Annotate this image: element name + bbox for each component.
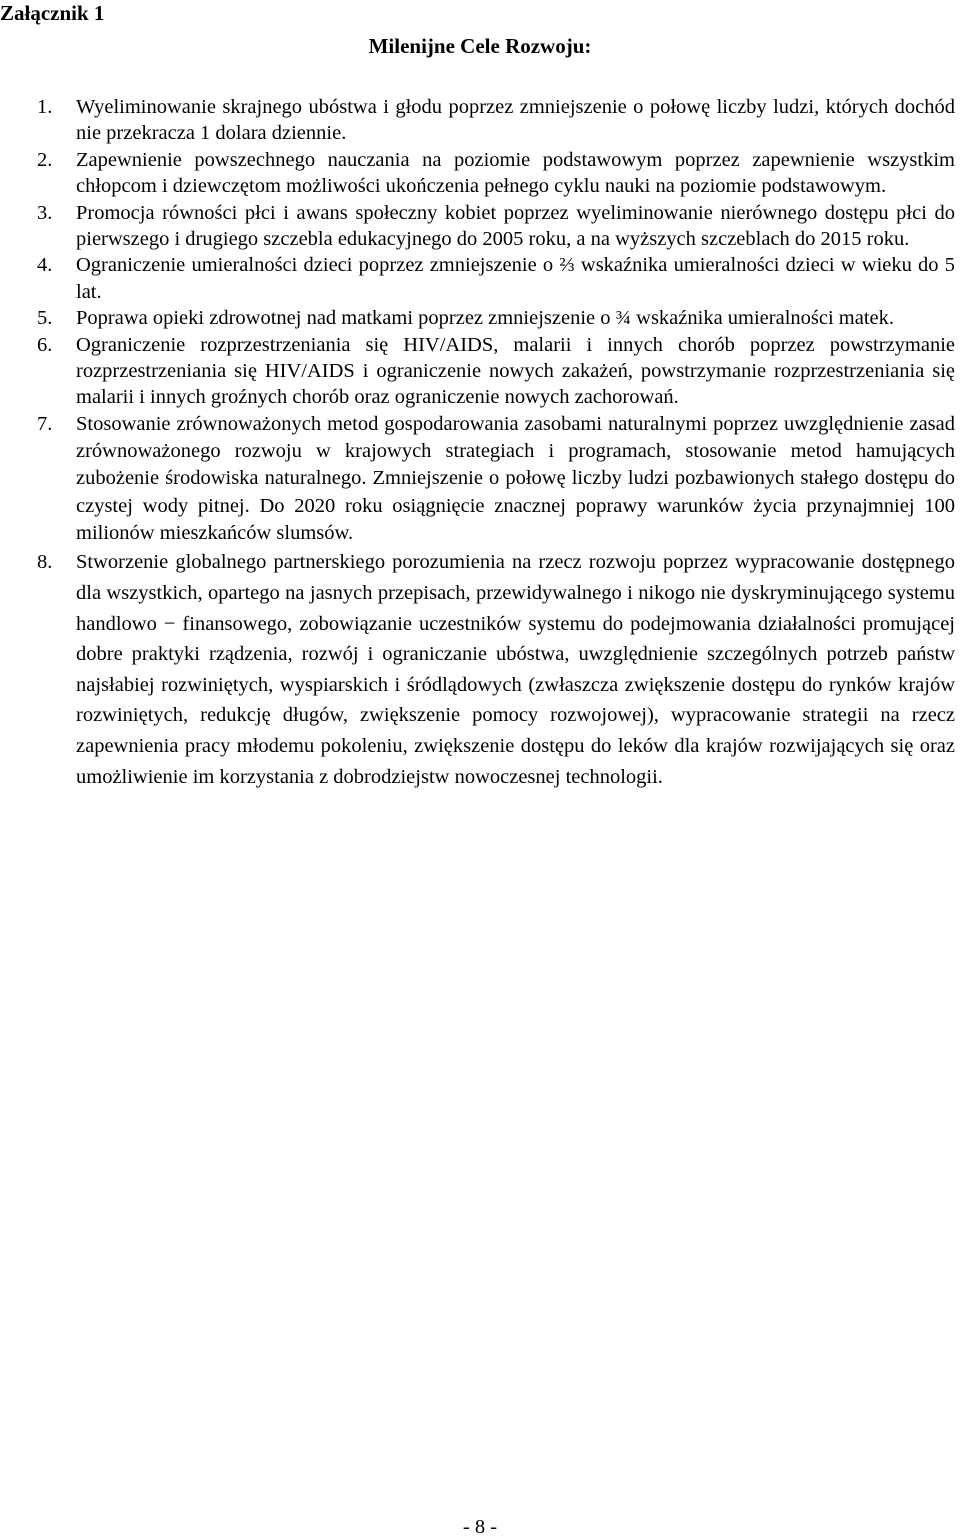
goal-number: 5. (37, 307, 53, 330)
goal-text: Stworzenie globalnego partnerskiego porozumienia na rzecz rozwoju poprzez wypracowanie dostępnego dla wszystkich, opartego na jasnych przepisach, przewidywalnego i nikogo nie dyskryminującego systemu handlowo − finansowego, zobowiązanie uczestników systemu do podejmowania działalności promującej dobre praktyki rządzenia, rozwój i ograniczanie ubóstwa, uwzględnienie szczególnych potrzeb państw najsłabiej rozwiniętych, wyspiarskich i śródlądowych (zwłaszcza zwiększenie dostępu do rynków krajów rozwiniętych, redukcję długów, zwiększenie pomocy rozwojowej), wypracowanie strategii na rzecz zapewnienia pracy młodemu pokoleniu, zwiększenie dostępu do leków dla krajów rozwijających się oraz umożliwienie im korzystania z dobrodziejstw nowoczesnej technologii. (76, 551, 955, 788)
goal-text: Promocja równości płci i awans społeczny kobiet poprzez wyeliminowanie nierównego dostępu płci do pierwszego i drugiego szczebla edukacyjnego do 2005 roku, a na wyższych szczeblach do 2015 roku. (76, 201, 955, 251)
goal-number: 7. (37, 412, 53, 435)
goal-text: Ograniczenie umieralności dzieci poprzez zmniejszenie o ⅔ wskaźnika umieralności dzieci w wieku do 5 lat. (76, 254, 955, 303)
goal-text: Zapewnienie powszechnego nauczania na poziomie podstawowym poprzez zapewnienie wszystkim chłopcom i dziewczętom możliwości ukończenia pełnego cyklu nauki na poziomie podstawowym. (76, 148, 955, 198)
goal-item-7 (0, 411, 955, 547)
goal-item-2 (0, 147, 955, 200)
goals-list (0, 94, 960, 792)
goal-item-1 (0, 94, 955, 147)
goal-text: Stosowanie zrównoważonych metod gospodarowania zasobami naturalnymi poprzez uwzględnienie zasad zrównoważonego rozwoju w krajowych strategiach i programach, stosowanie metod hamujących zubożenie środowiska naturalnego. Zmniejszenie o połowę liczby ludzi pozbawionych stałego dostępu do czystej wody pitnej. Do 2020 roku osiągnięcie znacznej poprawy warunków życia przynajmniej 100 milionów mieszkańców slumsów. (76, 412, 955, 545)
goal-item-3 (0, 200, 955, 253)
goal-number: 1. (37, 96, 53, 118)
goal-number: 4. (37, 254, 53, 277)
goal-item-8 (0, 547, 955, 792)
goal-number: 3. (37, 201, 53, 224)
page-number: - 8 - (462, 1516, 498, 1538)
goal-number: 6. (37, 333, 53, 356)
goal-item-4 (0, 252, 955, 305)
goal-item-5 (0, 305, 955, 331)
goal-text: Ograniczenie rozprzestrzeniania się HIV/AIDS, malarii i innych chorób poprzez powstrzymanie rozprzestrzeniania się HIV/AIDS i ograniczenie nowych zakażeń, powstrzymanie rozprzestrzeniania się malarii i innych groźnych chorób oraz ograniczenie nowych zachorowań. (76, 333, 955, 409)
annex-label: Załącznik 1 (0, 1, 105, 25)
document-title: Milenijne Cele Rozwoju: (368, 34, 592, 58)
goal-text: Wyeliminowanie skrajnego ubóstwa i głodu poprzez zmniejszenie o połowę liczby ludzi, których dochód nie przekracza 1 dolara dziennie. (76, 96, 955, 145)
goal-number: 2. (37, 148, 53, 171)
goal-text: Poprawa opieki zdrowotnej nad matkami poprzez zmniejszenie o ¾ wskaźnika umieralności matek. (76, 307, 895, 330)
goal-item-6 (0, 332, 955, 411)
goal-number: 8. (37, 551, 53, 574)
